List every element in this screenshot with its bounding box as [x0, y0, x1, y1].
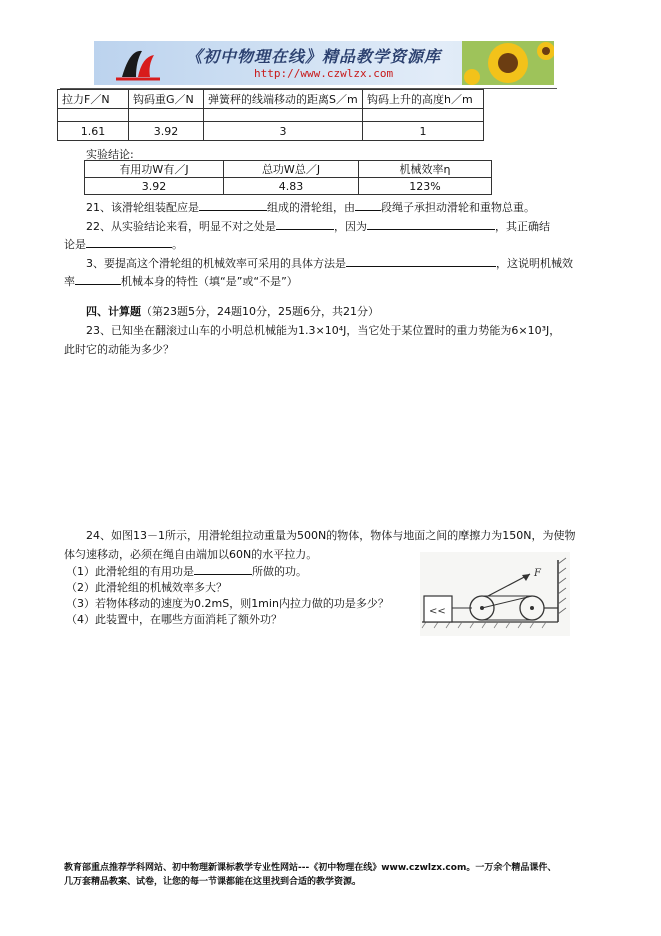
- answer-blank[interactable]: [346, 256, 496, 267]
- table-row: [58, 90, 484, 109]
- header-cell: 总功W总／J: [224, 161, 359, 178]
- sunflower-icon: [462, 41, 554, 85]
- force-label: F: [534, 568, 541, 579]
- value-cell: 3: [204, 122, 363, 141]
- q22-text: 22、从实验结论来看，明显不对之处是: [86, 220, 276, 233]
- q3-text: 机械本身的特性（填“是”或“不是”）: [121, 275, 298, 288]
- empty-cell: [363, 109, 484, 122]
- value-cell: 123%: [359, 178, 492, 195]
- question-22-cont: [64, 236, 183, 252]
- footer-line: 几万套精品教案、试卷，让您的每一节课都能在这里找到合适的教学资源。: [64, 877, 362, 887]
- banner-title: 《初中物理在线》精品教学资源库: [186, 47, 442, 66]
- value-cell: 3.92: [129, 122, 204, 141]
- question-24-line2: 体匀速移动，必须在绳自由端加以60N的水平拉力。: [64, 548, 318, 561]
- table-row: [85, 178, 492, 195]
- question-23-line1: 23、已知坐在翻滚过山车的小明总机械能为1.3×10⁴J，当它处于某位置时的重力势能为6×10³J，: [86, 324, 561, 337]
- answer-blank[interactable]: [75, 274, 121, 285]
- answer-blank[interactable]: [194, 564, 252, 575]
- header-cell: 钩码重G／N: [129, 90, 204, 109]
- part-1: [66, 564, 389, 580]
- answer-blank[interactable]: [86, 237, 172, 248]
- answer-blank[interactable]: [276, 219, 334, 230]
- table-row: [58, 122, 484, 141]
- table-row: [58, 109, 484, 122]
- header-cell: 钩码上升的高度h／m: [363, 90, 484, 109]
- q21-text: 组成的滑轮组，由: [267, 201, 355, 214]
- section-title: 四、计算题: [86, 305, 141, 318]
- footer-line: 教育部重点推荐学科网站、初中物理新课标教学专业性网站---《初中物理在线》www.czwlzx.com。一万余个精品课件、: [64, 863, 557, 873]
- section-heading: [86, 303, 379, 319]
- block-label: <<: [429, 606, 446, 617]
- q22-text: 论是: [64, 238, 86, 251]
- part-3: （3）若物体移动的速度为0.2mS，则1min内拉力做的功是多少？: [66, 597, 389, 610]
- part-text: （1）此滑轮组的有用功是: [66, 565, 194, 578]
- q21-text: 21、该滑轮组装配应是: [86, 201, 199, 214]
- value-cell: 1.61: [58, 122, 129, 141]
- question-3: [86, 255, 573, 271]
- value-cell: 4.83: [224, 178, 359, 195]
- value-cell: 1: [363, 122, 484, 141]
- question-24-line1: 24、如图13－1所示，用滑轮组拉动重量为500N的物体，物体与地面之间的摩擦力为150N，为使物: [86, 529, 576, 542]
- q3-text: 率: [64, 275, 75, 288]
- empty-cell: [204, 109, 363, 122]
- q3-text: 3、要提高这个滑轮组的机械效率可采用的具体方法是: [86, 257, 346, 270]
- q22-text: ，因为: [334, 220, 367, 233]
- part-4: （4）此装置中，在哪些方面消耗了额外功？: [66, 613, 282, 626]
- answer-blank[interactable]: [355, 200, 381, 211]
- header-banner: [94, 41, 554, 85]
- conclusion-label: 实验结论:: [86, 148, 134, 161]
- pulley-figure: [420, 552, 570, 636]
- page-footer: [64, 861, 604, 889]
- q3-text: ，这说明机械效: [496, 257, 573, 270]
- empty-cell: [58, 109, 129, 122]
- measurement-table: [57, 89, 484, 141]
- conclusion-table: [84, 160, 492, 195]
- answer-blank[interactable]: [367, 219, 495, 230]
- question-22: [86, 218, 550, 234]
- q22-text: 。: [172, 238, 183, 251]
- q21-text: 段绳子承担动滑轮和重物总重。: [381, 201, 535, 214]
- q22-text: ，其正确结: [495, 220, 550, 233]
- header-cell: 有用功W有／J: [85, 161, 224, 178]
- logo-icon: [108, 43, 168, 83]
- question-23-line2: 此时它的动能为多少？: [64, 343, 174, 356]
- question-24-parts: [66, 564, 389, 628]
- section-note: （第23题5分，24题10分，25题6分，共21分）: [141, 305, 379, 318]
- question-21: [86, 199, 535, 215]
- header-cell: 弹簧秤的线端移动的距离S／m: [204, 90, 363, 109]
- value-cell: 3.92: [85, 178, 224, 195]
- header-cell: 拉力F／N: [58, 90, 129, 109]
- answer-blank[interactable]: [199, 200, 267, 211]
- table-row: [85, 161, 492, 178]
- part-2: （2）此滑轮组的机械效率多大？: [66, 581, 227, 594]
- question-3-cont: [64, 273, 298, 289]
- banner-url[interactable]: http://www.czwlzx.com: [254, 67, 394, 80]
- empty-cell: [129, 109, 204, 122]
- header-cell: 机械效率η: [359, 161, 492, 178]
- part-text: 所做的功。: [252, 565, 307, 578]
